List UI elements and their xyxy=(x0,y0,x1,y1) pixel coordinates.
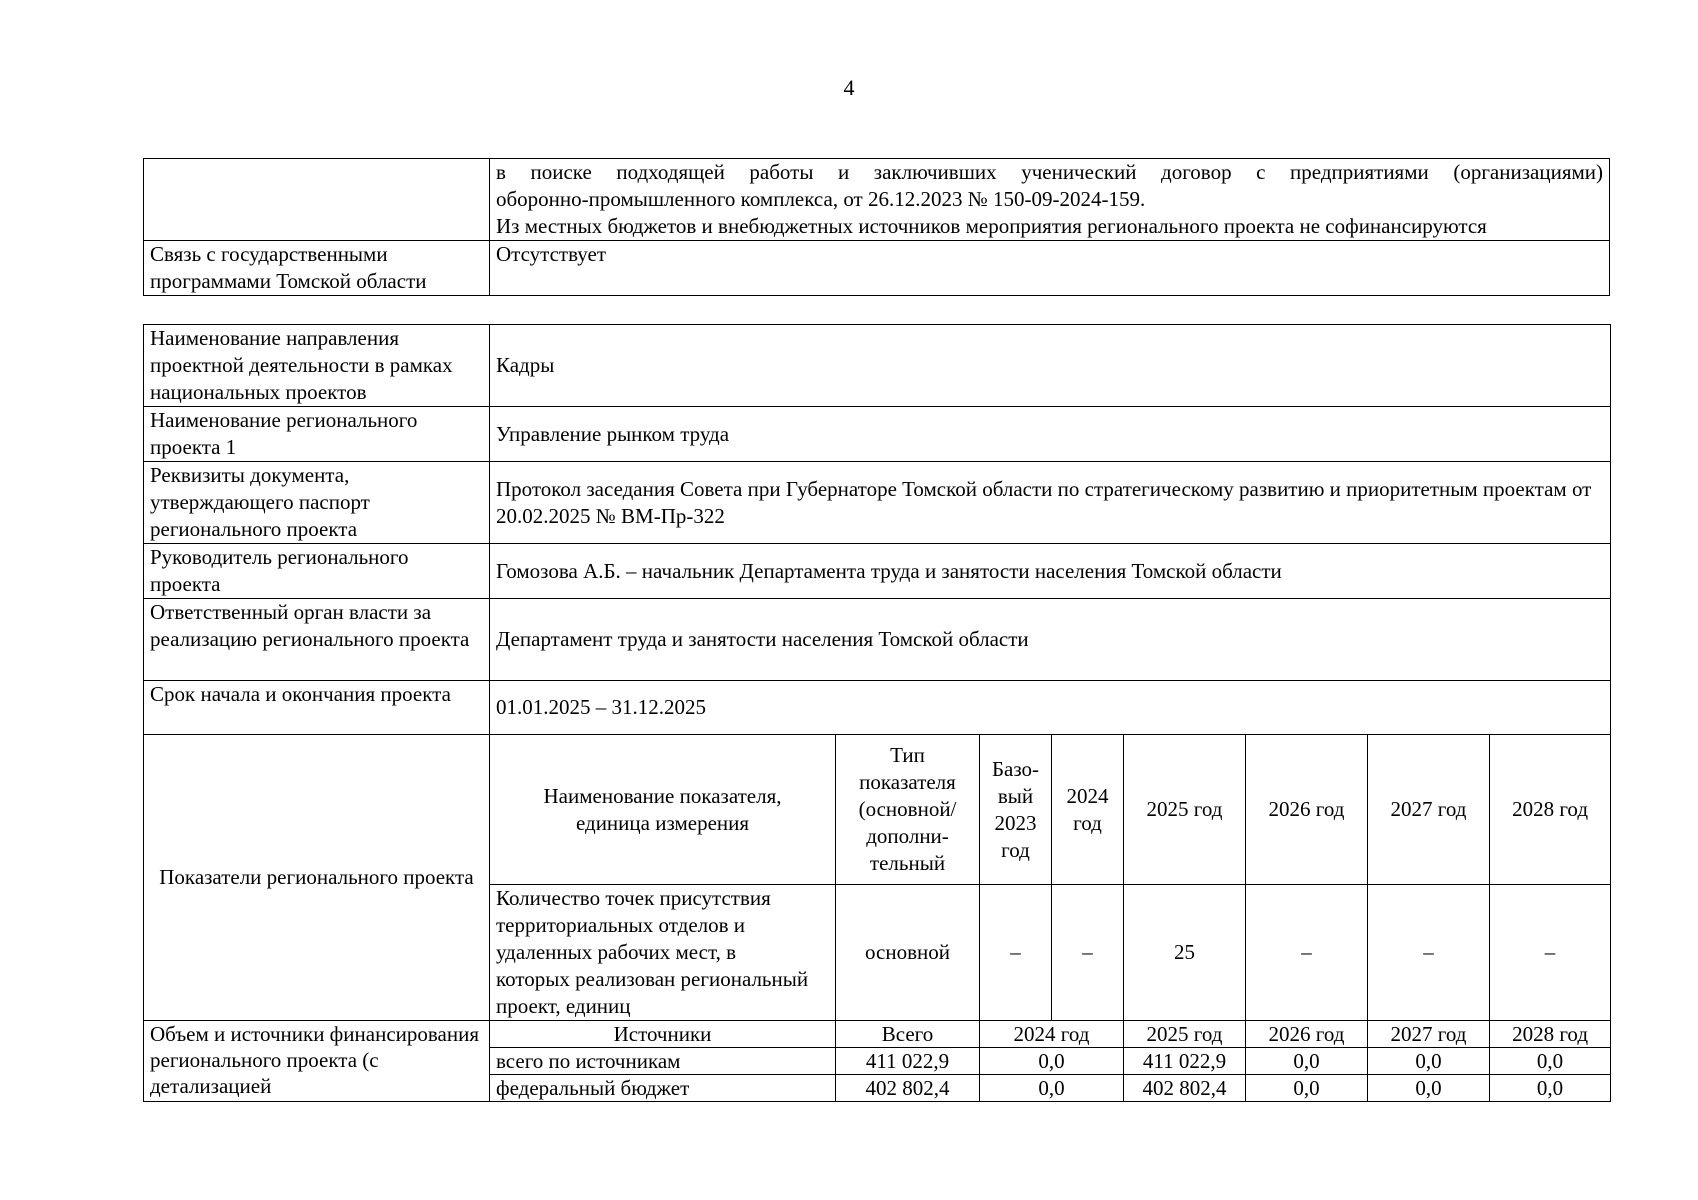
financing-section-label: Объем и источники финансирования регионального проекта (с детализацией xyxy=(144,1021,490,1102)
indicators-header-row xyxy=(144,735,1611,885)
document-label: Реквизиты документа, утверждающего паспорт регионального проекта xyxy=(144,462,490,544)
direction-row xyxy=(144,325,1611,407)
responsible-authority-label: Ответственный орган власти за реализацию регионального проекта xyxy=(144,599,490,681)
indicator-2024-header: 2024 год xyxy=(1052,735,1124,885)
indicator-2027-header: 2027 год xyxy=(1368,735,1490,885)
indicator-type: основной xyxy=(836,885,980,1021)
indicator-2027: – xyxy=(1368,885,1490,1021)
financing-2028: 0,0 xyxy=(1490,1048,1611,1075)
financing-2025: 402 802,4 xyxy=(1124,1075,1246,1102)
state-programs-link-label: Связь с государственными программами Томской области xyxy=(144,241,490,296)
project-head-label: Руководитель регионального проекта xyxy=(144,544,490,599)
direction-value: Кадры xyxy=(490,325,1611,407)
financing-total: 411 022,9 xyxy=(836,1048,980,1075)
financing-2027: 0,0 xyxy=(1368,1048,1490,1075)
indicator-2028-header: 2028 год xyxy=(1490,735,1611,885)
responsible-authority-value: Департамент труда и занятости населения Томской области xyxy=(490,599,1611,681)
indicator-name-header: Наименование показателя, единица измерения xyxy=(490,735,836,885)
financing-total: 402 802,4 xyxy=(836,1075,980,1102)
financing-2026: 0,0 xyxy=(1246,1075,1368,1102)
state-programs-link-value: Отсутствует xyxy=(490,241,1610,296)
financing-2028: 0,0 xyxy=(1490,1075,1611,1102)
financing-source: всего по источникам xyxy=(490,1048,836,1075)
project-head-value: Гомозова А.Б. – начальник Департамента труда и занятости населения Томской области xyxy=(490,544,1611,599)
financing-2027-header: 2027 год xyxy=(1368,1021,1490,1048)
continuation-table xyxy=(143,158,1610,296)
indicator-2026-header: 2026 год xyxy=(1246,735,1368,885)
indicator-2026: – xyxy=(1246,885,1368,1021)
indicator-2024: – xyxy=(1052,885,1124,1021)
continuation-row xyxy=(144,159,1610,241)
financing-2024-header: 2024 год xyxy=(980,1021,1124,1048)
term-label: Срок начала и окончания проекта xyxy=(144,681,490,735)
financing-2028-header: 2028 год xyxy=(1490,1021,1611,1048)
financing-2024: 0,0 xyxy=(980,1048,1124,1075)
indicators-section-label: Показатели регионального проекта xyxy=(144,735,490,1021)
financing-2027: 0,0 xyxy=(1368,1075,1490,1102)
document-value: Протокол заседания Совета при Губернаторе Томской области по стратегическому развитию и приоритетным проектам от 20.02.2025 № ВМ-Пр-322 xyxy=(490,462,1611,544)
financing-source: федеральный бюджет xyxy=(490,1075,836,1102)
indicator-base: – xyxy=(980,885,1052,1021)
project-name-row xyxy=(144,407,1611,462)
indicator-name: Количество точек присутствия территориальных отделов и удаленных рабочих мест, в которых реализован региональный проект, единиц xyxy=(490,885,836,1021)
term-row xyxy=(144,681,1611,735)
continuation-line-1: в поиске подходящей работы и заключивших ученический договор с предприятиями (организациями) xyxy=(496,160,1603,184)
continuation-text-cell xyxy=(490,159,1610,241)
project-name-label: Наименование регионального проекта 1 xyxy=(144,407,490,462)
empty-label-cell xyxy=(144,159,490,241)
financing-2024: 0,0 xyxy=(980,1075,1124,1102)
project-name-value: Управление рынком труда xyxy=(490,407,1611,462)
state-programs-link-row xyxy=(144,241,1610,296)
indicator-base-header: Базо-вый 2023 год xyxy=(980,735,1052,885)
responsible-authority-row xyxy=(144,599,1611,681)
document-row xyxy=(144,462,1611,544)
continuation-line-3: Из местных бюджетов и внебюджетных источников мероприятия регионального проекта не софинансируются xyxy=(496,214,1487,238)
financing-total-header: Всего xyxy=(836,1021,980,1048)
project-head-row xyxy=(144,544,1611,599)
indicator-type-header: Тип показателя (основной/ дополни-тельный xyxy=(836,735,980,885)
financing-2026: 0,0 xyxy=(1246,1048,1368,1075)
financing-source-header: Источники xyxy=(490,1021,836,1048)
financing-header-row xyxy=(144,1021,1611,1048)
direction-label: Наименование направления проектной деятельности в рамках национальных проектов xyxy=(144,325,490,407)
indicator-2025: 25 xyxy=(1124,885,1246,1021)
financing-2025: 411 022,9 xyxy=(1124,1048,1246,1075)
indicator-2025-header: 2025 год xyxy=(1124,735,1246,885)
project-passport-table xyxy=(143,324,1611,1102)
continuation-line-2: оборонно-промышленного комплекса, от 26.12.2023 № 150-09-2024-159. xyxy=(496,187,1146,211)
financing-2026-header: 2026 год xyxy=(1246,1021,1368,1048)
page-number: 4 xyxy=(843,75,855,100)
financing-2025-header: 2025 год xyxy=(1124,1021,1246,1048)
term-value: 01.01.2025 – 31.12.2025 xyxy=(490,681,1611,735)
indicator-2028: – xyxy=(1490,885,1611,1021)
